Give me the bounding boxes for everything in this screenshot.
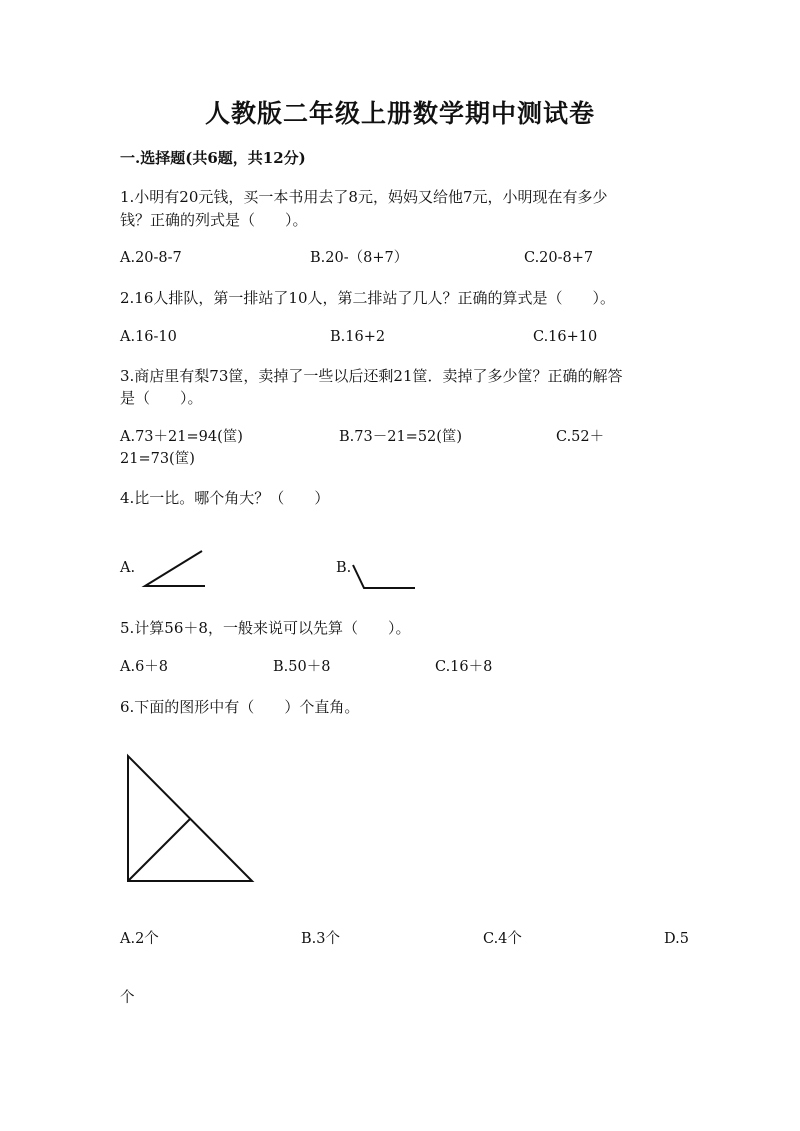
question-6-option-d-part-1: D.5 <box>664 931 689 947</box>
question-1-option-a: A.20-8-7 <box>120 250 182 266</box>
question-1-option-b: B.20-（8+7） <box>310 250 409 266</box>
question-3-stem-line-1: 3.商店里有梨73筐，卖掉了一些以后还剩21筐．卖掉了多少筐？正确的解答 <box>120 367 623 385</box>
question-1-option-c: C.20-8+7 <box>524 250 594 266</box>
question-6-option-d-part-2: 个 <box>120 990 135 1006</box>
question-6-stem-line-1: 6.下面的图形中有（ ）个直角。 <box>120 698 360 716</box>
question-6-option-a: A.2个 <box>120 931 159 947</box>
right-triangle-figure <box>124 752 259 887</box>
question-2-option-b: B.16+2 <box>330 329 386 345</box>
question-6-option-c: C.4个 <box>483 931 522 947</box>
angle-a-lines <box>145 551 205 586</box>
question-4-stem-line-1: 4.比一比。哪个角大？（ ） <box>120 489 330 507</box>
page-title: 人教版二年级上册数学期中测试卷 <box>204 99 595 128</box>
question-4-option-a: A. <box>120 560 136 576</box>
question-3-option-c-part-1: C.52＋ <box>556 429 605 445</box>
question-4-option-b: B. <box>336 560 352 576</box>
question-1-stem-line-2: 钱？正确的列式是（ ）。 <box>120 211 308 229</box>
angle-b-lines <box>353 565 415 588</box>
question-3-option-a: A.73＋21=94(筐) <box>120 429 243 445</box>
question-5-option-b: B.50＋8 <box>273 659 331 675</box>
question-5-option-a: A.6＋8 <box>120 659 169 675</box>
question-6-option-b: B.3个 <box>301 931 340 947</box>
angle-b-figure <box>350 560 420 595</box>
question-3-stem-line-2: 是（ ）。 <box>120 389 203 407</box>
question-3-option-c-part-2: 21=73(筐) <box>120 451 195 467</box>
question-2-option-c: C.16+10 <box>533 329 598 345</box>
angle-a-figure <box>140 545 210 590</box>
triangle-inner-segment <box>128 819 190 881</box>
question-5-option-c: C.16＋8 <box>435 659 493 675</box>
question-2-option-a: A.16-10 <box>120 329 177 345</box>
section-heading: 一.选择题(共6题，共12分) <box>120 149 306 167</box>
question-3-option-b: B.73－21=52(筐) <box>339 429 463 445</box>
question-1-stem-line-1: 1.小明有20元钱，买一本书用去了8元，妈妈又给他7元，小明现在有多少 <box>120 188 608 206</box>
question-2-stem-line-1: 2.16人排队，第一排站了10人，第二排站了几人？正确的算式是（ ）。 <box>120 289 615 307</box>
question-5-stem-line-1: 5.计算56＋8，一般来说可以先算（ ）。 <box>120 619 411 637</box>
